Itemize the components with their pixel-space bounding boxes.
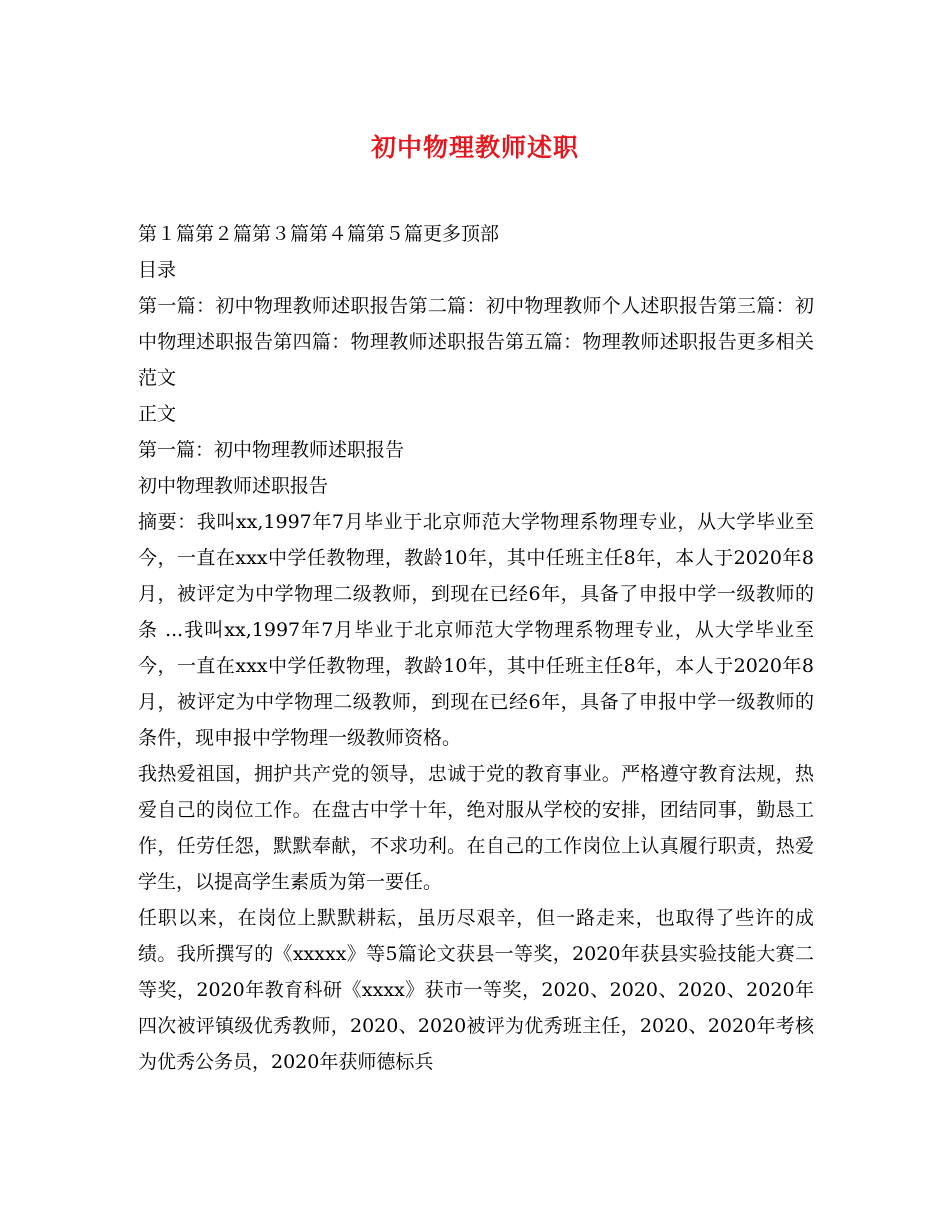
nav-links: 第１篇第２篇第３篇第４篇第５篇更多顶部 [138, 223, 500, 245]
document-body [138, 216, 814, 1080]
abstract-paragraph: 摘要：我叫xx,1997年7月毕业于北京师范大学物理系物理专业，从大学毕业至今，一直在xxx中学任教物理，教龄10年，其中任班主任8年，本人于2020年8月，被评定为中学物理二级教师，到现在已经6年，具备了申报中学一级教师的条 ...我叫xx,1997年7月毕业于北京师范大学物理系物理专业，从大学毕业至今，一直在xxx中学任教物理，教龄10年，其中任班主任8年，本人于2020年8月，被评定为中学物理二级教师，到现在已经6年，具备了申报中学一级教师的条件，现申报中学物理一级教师资格。 [138, 511, 814, 749]
main-heading: 正文 [138, 403, 177, 425]
toc-heading: 目录 [138, 259, 177, 281]
toc-list: 第一篇：初中物理教师述职报告第二篇：初中物理教师个人述职报告第三篇：初中物理述职报告第四篇：物理教师述职报告第五篇：物理教师述职报告更多相关范文 [138, 295, 814, 389]
report-title: 初中物理教师述职报告 [138, 475, 329, 497]
document-title: 初中物理教师述职 [370, 133, 579, 162]
body-paragraph: 我热爱祖国，拥护共产党的领导，忠诚于党的教育事业。严格遵守教育法规，热爱自己的岗位工作。在盘古中学十年，绝对服从学校的安排，团结同事，勤恳工作，任劳任怨，默默奉献，不求功利。在自己的工作岗位上认真履行职责，热爱学生，以提高学生素质为第一要任。 [138, 763, 814, 893]
body-paragraph: 任职以来，在岗位上默默耕耘，虽历尽艰辛，但一路走来，也取得了些许的成绩。我所撰写的《xxxxx》等5篇论文获县一等奖，2020年获县实验技能大赛二等奖，2020年教育科研《xxxx》获市一等奖，2020、2020、2020、2020年四次被评镇级优秀教师，2020、2020被评为优秀班主任，2020、2020年考核为优秀公务员，2020年获师德标兵 [138, 907, 814, 1073]
chapter-title: 第一篇：初中物理教师述职报告 [138, 439, 405, 461]
